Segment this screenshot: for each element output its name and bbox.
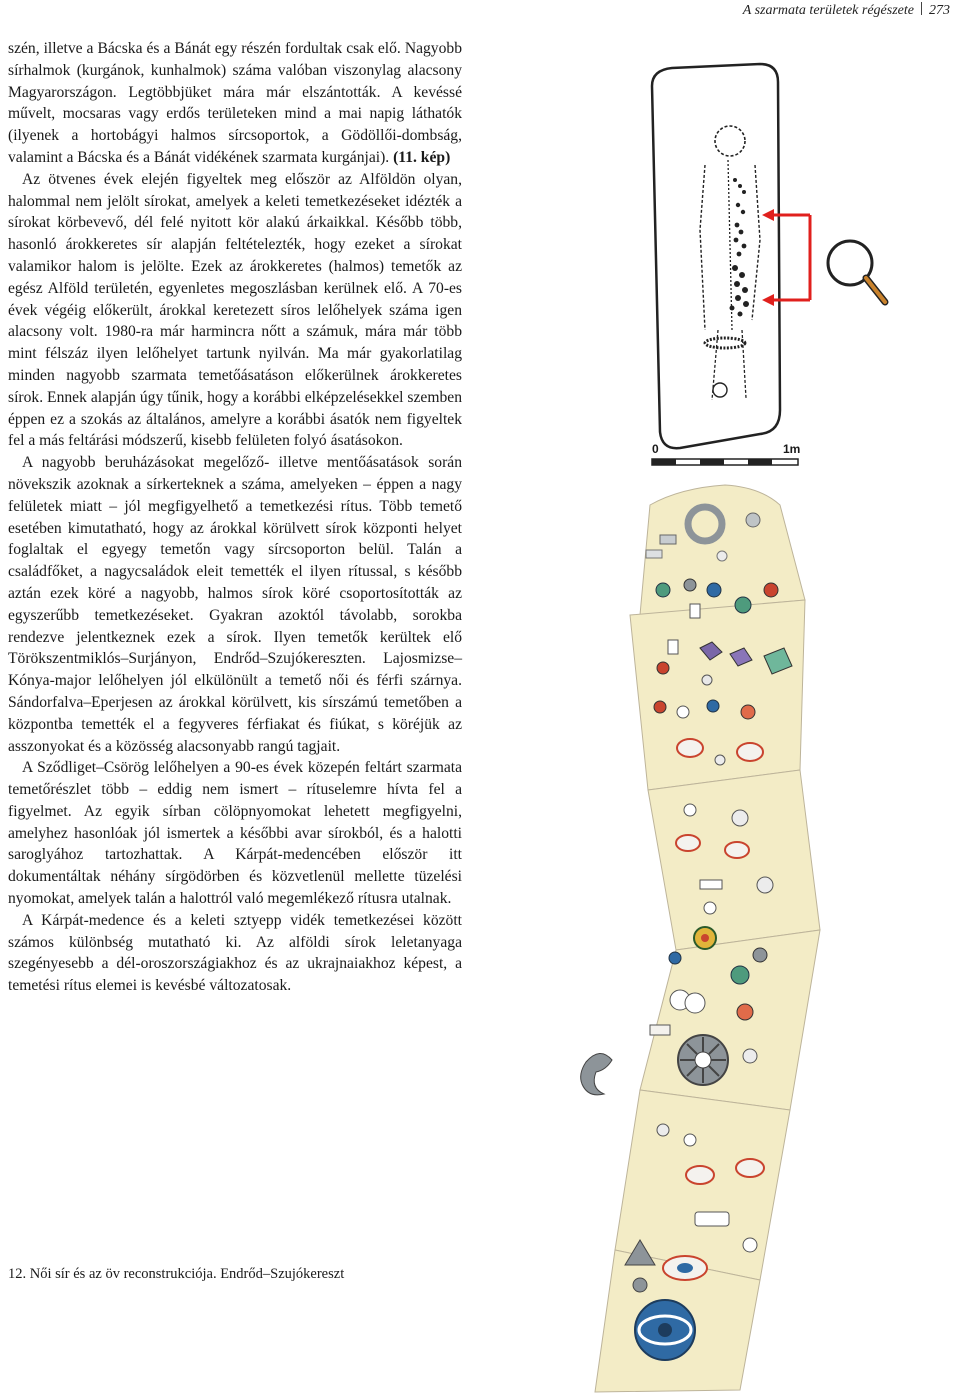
page-number: 273 [929, 3, 950, 18]
bird-pendant [581, 1053, 612, 1094]
grave-pit-outline [652, 64, 780, 448]
paragraph-2: Az ötvenes évek elején figyeltek meg először az Alföldön olyan, halommal nem jelölt sírokat, amelyek a keleti temetkezéseket idézték a sírokat körbevevő, dél felé nyitott kör alakú árkaikkal. Később több, hasonló árokkeretes sír alapján feltételezték, hogy ezeket a sírokat valamikor halom is jelölte. Ezek az árokkeretes (halmos) temetők az egész Alföld területén, egyenletes megoszlásban kerülnek elő. A 70-es évek végéig előkerült, árokkal keretezett síros lelőhelyek száma igen alacsony volt. 1980-ra már harmincra nőtt a számuk, mára már több mint félszáz ilyen lelőhelyet tartunk nyilván. Ma már gyakorlatilag minden nagyobb szarmata temetőásatáson előkerülnek árokkeretes sírok. Ennek alapján úgy tűnik, hogy a korábbi elképzelésekkel szemben éppen ez a szokás az általános, amelyre a korábbi ásatók nem figyeltek fel a más feltárási módszerű, kisebb felületen folyó ásatásokon. [8, 170, 462, 450]
paragraph-1-text: szén, illetve a Bácska és a Bánát egy részén fordultak csak elő. Nagyobb sírhalmok (kurgánok, kunhalmok) száma valóban viszonylag alacsony Magyarországon. Legtöbbjüket mára már elszántották. A kevéssé művelt, mocsaras vagy erdős területeken mind a mai napig láthatók (ilyenek a hortobágyi halmos sírcsoportok, a Gödöllői-dombság, valamint a Bácska és a Bánát vidékének szarmata kurgánjai). [8, 40, 462, 166]
figure-caption: 12. Női sír és az öv reconstrukciója. Endrőd–Szujókereszt [8, 1266, 345, 1282]
scale-label-end: 1m [783, 442, 801, 456]
figure-reference: (11. kép) [393, 148, 451, 166]
paragraph-4: A Sződliget–Csörög lelőhelyen a 90-es évek közepén feltárt szarmata temetőrészlet több – eddig nem ismert – rítuselemre hívta fel a figyelmet. Az egyik sírban cölöpnyomokat lehetett megfigyelni, amelyhez hasonlóak jól ismertek a későbbi avar sírokból, és a halotti saroglyához tartozhattak. A Kárpát-medencében először itt dokumentáltak néhány sírgödörben és közvetlenül mellette tüzelési nyomokat, amelyek talán a halottról való megemlékező rítusra utalnak. [8, 759, 462, 908]
running-title: A szarmata területek régészete [742, 3, 914, 18]
scale-label-start: 0 [652, 442, 659, 456]
scale-bar [652, 459, 798, 465]
paragraph-3: A nagyobb beruházásokat megelőző- illetve mentőásatások során növekszik azoknak a sírkerteknek a száma, amelyeken – éppen a nagy felületek miatt – jól megfigyelhető a temetkezési rítus. Több temető esetében kimutatható, hogy az árokkal körülvett sírok központi helyet foglaltak el egyegy temetőn vagy sírcsoporton belül. Talán a családfőket, a nagycsaládok eleit temették el ilyen rítussal, s később aztán ezek köré a nagyobb, halmos sírok köré csoportosították az egyszerűbb temetkezéseket. Gyakran azoktól távolabb, sorokba rendezve jelentkeznek ezek a sírok. Ilyen temetők kerültek elő Törökszentmiklós–Surjányon, Endrőd–Szujókereszten. Lajosmizse–Kónya-major lelőhelyen jól elkülönült a temető női és férfi szárnya. Sándorfalva–Eperjesen az árokkal körülvett, kis sírszámú temetőben a központba temették el a fegyveres férfiakat és fiúkat, s köréjük az asszonyokat és a közösség alacsonyabb rangú tagjait. [8, 454, 462, 755]
paragraph-5: A Kárpát-medence és a keleti sztyepp vidék temetkezései között számos különbség mutatható ki. Az alföldi sírok leletanyaga szegényesebb a dél-oroszországiakhoz és az ukrajnaiakhoz képest, a temetési rítus elemei is kevésbé változatosak. [8, 911, 462, 995]
